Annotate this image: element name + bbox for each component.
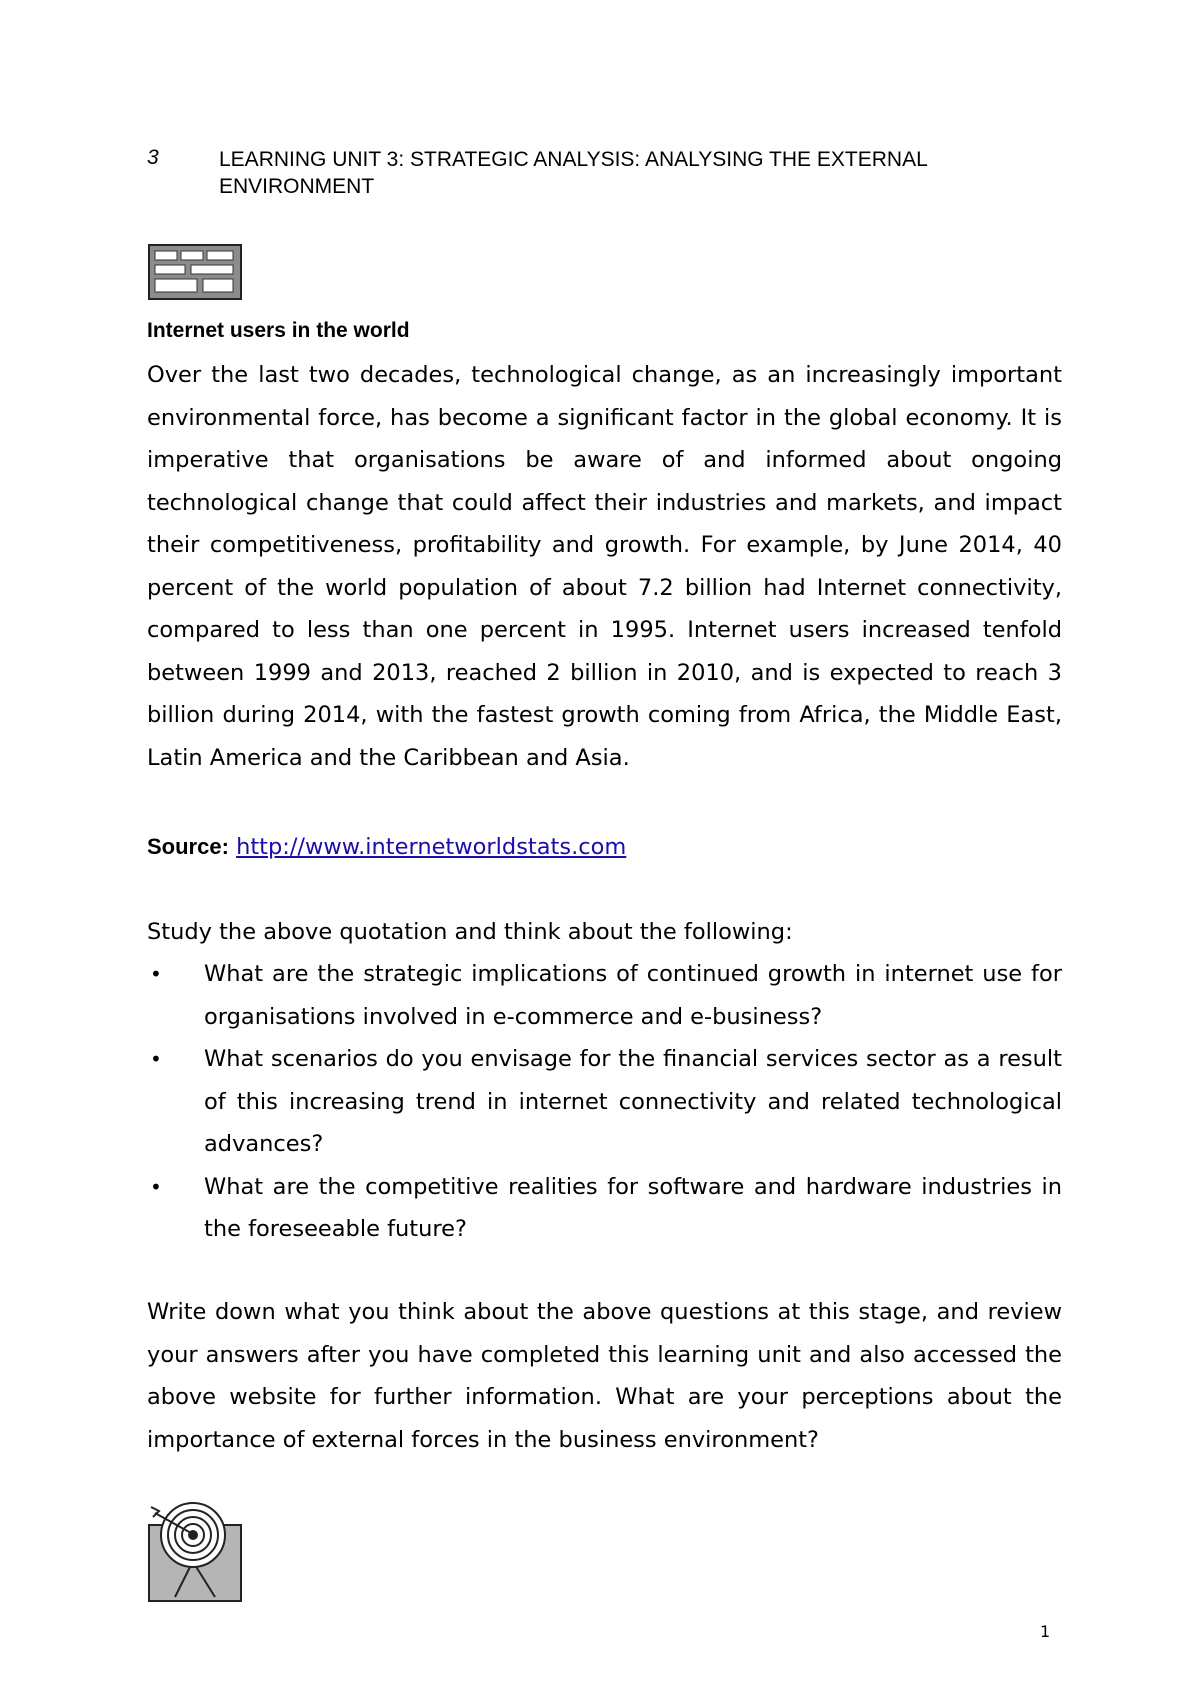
section-subheading: Internet users in the world — [147, 319, 410, 342]
question-text: What scenarios do you envisage for the financial services sector as a result of this increasing trend in internet connectivity and related technological advances? — [204, 1046, 1062, 1157]
page-title: LEARNING UNIT 3: STRATEGIC ANALYSIS: ANALYSING THE EXTERNAL ENVIRONMENT — [219, 148, 927, 198]
list-item — [147, 953, 1062, 1038]
page-number: 1 — [1040, 1622, 1051, 1641]
closing-paragraph: Write down what you think about the above questions at this stage, and review your answers after you have completed this learning unit and also accessed the above website for further information. What are your perceptions about the importance of external forces in the business environment? — [147, 1299, 1062, 1453]
target-icon — [147, 1499, 243, 1603]
bullet-icon: • — [150, 1047, 162, 1071]
body-paragraph: Over the last two decades, technological change, as an increasingly important environmental force, has become a significant factor in the global economy. It is imperative that organisations be aware of and informed about ongoing technological change that could affect their industries and markets, and impact their competitiveness, profitability and growth. For example, by June 2014, 40 percent of the world population of about 7.2 billion had Internet connectivity, compared to less than one percent in 1995. Internet users increased tenfold between 1999 and 2013, reached 2 billion in 2010, and is expected to reach 3 billion during 2014, with the fastest growth coming from Africa, the Middle East, Latin America and the Caribbean and Asia. — [147, 362, 1062, 771]
source-label: Source — [147, 834, 222, 859]
source-separator: : — [221, 834, 229, 859]
list-item — [147, 1038, 1062, 1166]
source-link[interactable]: http://www.internetworldstats.com — [236, 834, 627, 860]
question-text: What are the competitive realities for software and hardware industries in the foreseeable future? — [204, 1173, 1062, 1242]
study-intro: Study the above quotation and think about the following: — [147, 919, 793, 945]
heading-number: 3 — [147, 146, 159, 169]
bullet-icon: • — [150, 962, 162, 986]
question-text: What are the strategic implications of continued growth in internet use for organisations involved in e-commerce and e-business? — [204, 961, 1062, 1030]
list-item — [147, 1166, 1062, 1251]
source-line — [147, 826, 1062, 869]
question-list — [147, 953, 1062, 1251]
notes-icon — [147, 243, 243, 301]
bullet-icon: • — [150, 1174, 162, 1199]
